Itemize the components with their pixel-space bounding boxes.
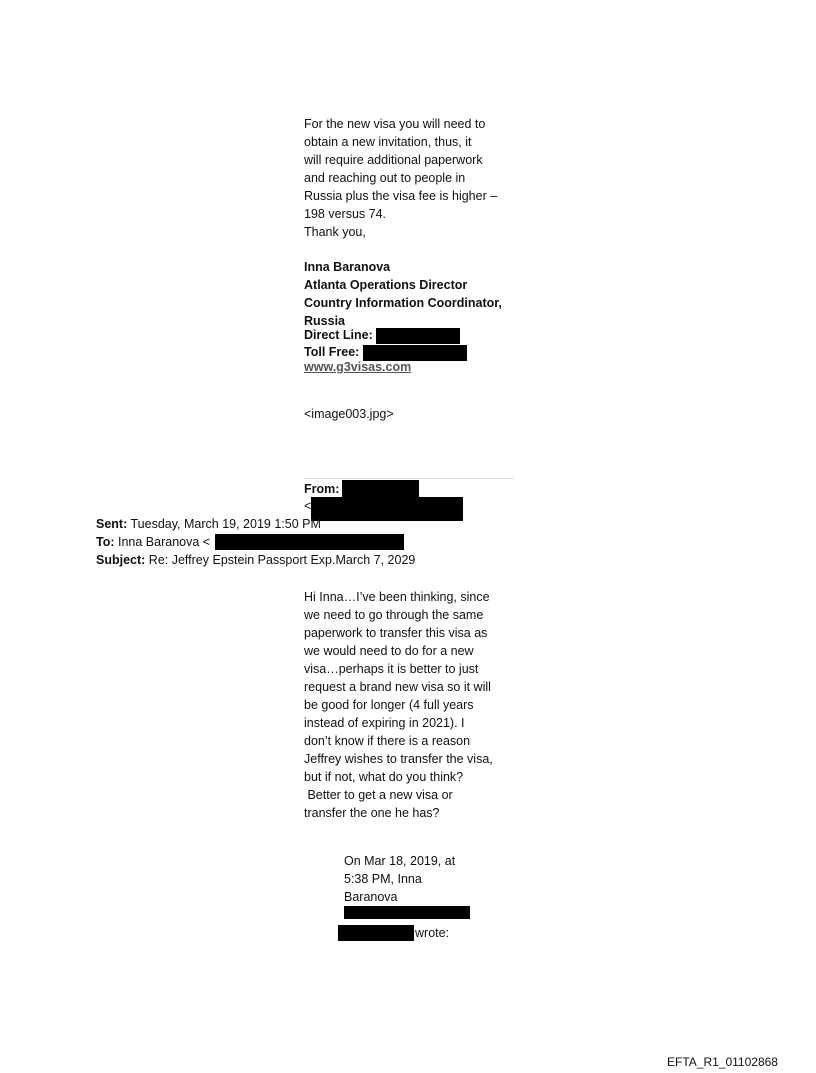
signature-title: Country Information Coordinator, (304, 296, 502, 310)
signature-block (304, 258, 502, 330)
redaction-block (215, 534, 404, 550)
body-line: Hi Inna…I’ve been thinking, since (304, 590, 490, 604)
quote-wrote: wrote: (415, 926, 450, 940)
message-body-2 (304, 588, 493, 822)
body-line: visa…perhaps it is better to just (304, 662, 479, 676)
document-id: EFTA_R1_01102868 (667, 1055, 778, 1069)
body-line: we need to go through the same (304, 608, 484, 622)
to-value: Inna Baranova < (118, 535, 211, 549)
redaction-block (338, 925, 414, 941)
direct-line-label: Direct Line: (304, 328, 373, 342)
body-line: and reaching out to people in (304, 171, 466, 185)
body-line: will require additional paperwork (304, 153, 483, 167)
signature-title: Russia (304, 314, 345, 328)
body-line: obtain a new invitation, thus, it (304, 135, 472, 149)
body-line: 198 versus 74. (304, 207, 386, 221)
body-line: transfer the one he has? (304, 806, 440, 820)
body-line: Better to get a new visa or (304, 788, 453, 802)
sent-label: Sent: (96, 517, 128, 531)
subject-label: Subject: (96, 553, 146, 567)
sent-row (96, 515, 321, 533)
quote-attribution (344, 852, 455, 906)
from-lt: < (304, 499, 312, 513)
body-line: don’t know if there is a reason (304, 734, 471, 748)
quote-line: On Mar 18, 2019, at (344, 854, 456, 868)
to-row (96, 533, 210, 551)
subject-row (96, 551, 415, 569)
body-line: be good for longer (4 full years (304, 698, 474, 712)
website-link[interactable]: www.g3visas.com (304, 360, 412, 374)
toll-free-label: Toll Free: (304, 345, 360, 359)
signature-title: Atlanta Operations Director (304, 278, 468, 292)
direct-line-row (304, 327, 460, 343)
redaction-block (342, 480, 419, 498)
signature-name: Inna Baranova (304, 260, 391, 274)
body-line: but if not, what do you think? (304, 770, 464, 784)
message-body-1 (304, 115, 497, 241)
body-line: paperwork to transfer this visa as (304, 626, 488, 640)
body-line: request a brand new visa so it will (304, 680, 491, 694)
subject-value: Re: Jeffrey Epstein Passport Exp.March 7, 2029 (148, 553, 416, 567)
sent-value: Tuesday, March 19, 2019 1:50 PM (130, 517, 321, 531)
body-line: Thank you, (304, 225, 366, 239)
website-link-row (304, 358, 411, 376)
body-line: Jeffrey wishes to transfer the visa, (304, 752, 493, 766)
to-label: To: (96, 535, 115, 549)
body-line: we would need to do for a new (304, 644, 474, 658)
redaction-block (311, 497, 463, 521)
redaction-block (344, 906, 470, 919)
redaction-block (376, 328, 460, 344)
body-line: instead of expiring in 2021). I (304, 716, 465, 730)
body-line: For the new visa you will need to (304, 117, 486, 131)
separator-line (304, 478, 514, 479)
body-line: Russia plus the visa fee is higher – (304, 189, 498, 203)
quote-line: Baranova (344, 890, 398, 904)
from-label: From: (304, 482, 340, 496)
quote-line: 5:38 PM, Inna (344, 872, 422, 886)
attachment-placeholder: <image003.jpg> (304, 407, 394, 421)
